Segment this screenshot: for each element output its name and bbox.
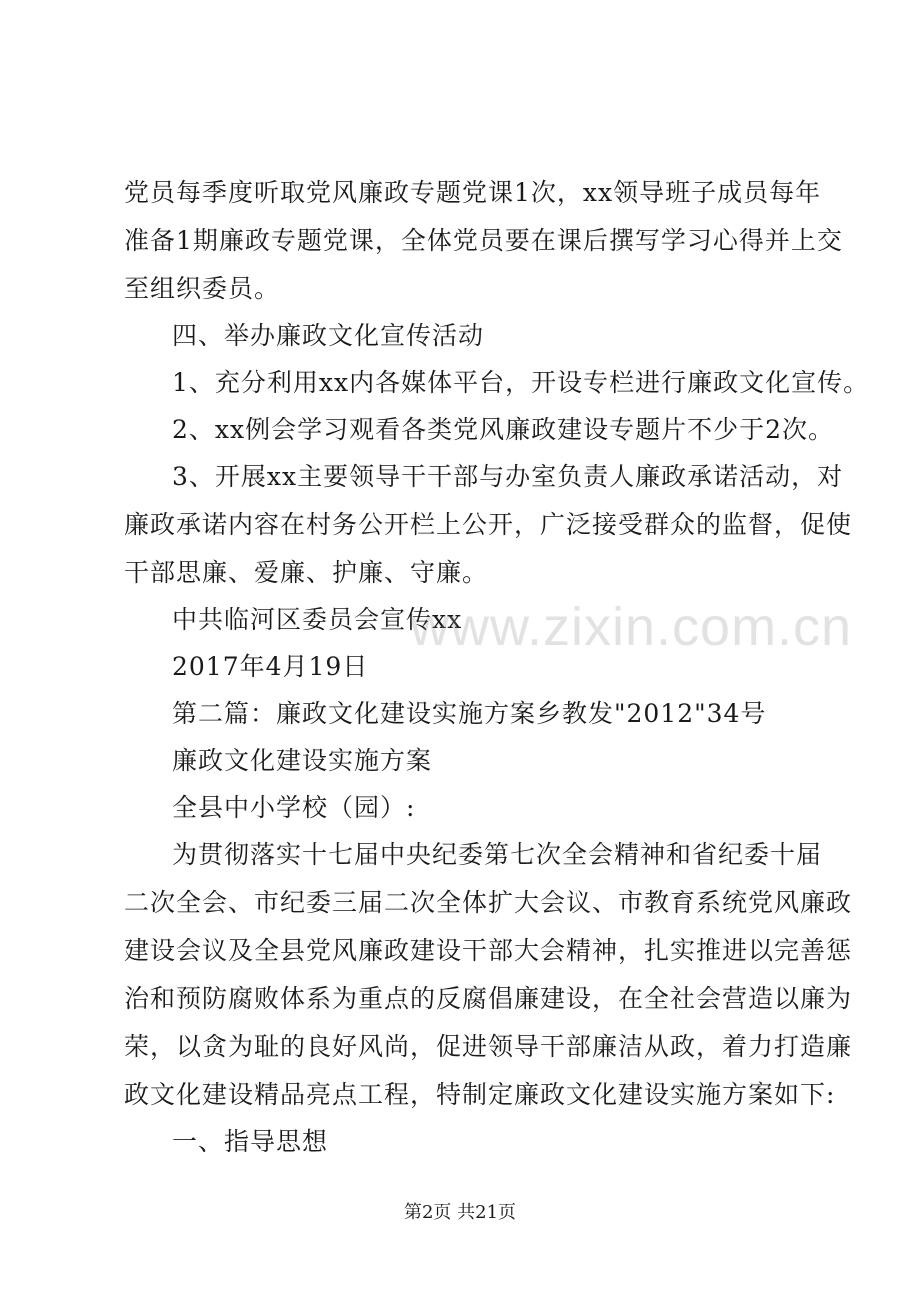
text-line: 荣，以贪为耻的良好风尚，促进领导干部廉洁从政，着力打造廉 xyxy=(124,1032,853,1061)
text-line: 治和预防腐败体系为重点的反腐倡廉建设，在全社会营造以廉为 xyxy=(124,984,853,1013)
text-line: 建设会议及全县党风廉政建设干部大会精神，扎实推进以完善惩 xyxy=(124,936,853,965)
list-item: 2、xx例会学习观看各类党风廉政建设专题片不少于2次。 xyxy=(172,415,835,444)
section-heading: 一、指导思想 xyxy=(172,1127,329,1156)
text-line: 党员每季度听取党风廉政专题党课1次，xx领导班子成员每年 xyxy=(124,178,822,207)
text-line: 二次全会、市纪委三届二次全体扩大会议、市教育系统党风廉政 xyxy=(124,888,853,917)
text-line: 准备1期廉政专题党课，全体党员要在课后撰写学习心得并上交 xyxy=(124,226,843,255)
text-line: 廉政承诺内容在村务公开栏上公开，广泛接受群众的监督，促使 xyxy=(124,510,853,539)
text-line: 干部思廉、爱廉、护廉、守廉。 xyxy=(124,558,489,587)
watermark: www.zixin.com.cn xyxy=(410,597,853,657)
addressee: 全县中小学校（园）: xyxy=(172,793,416,822)
chapter-title: 第二篇：廉政文化建设实施方案乡教发"2012"34号 xyxy=(172,699,767,728)
signature-date: 2017年4月19日 xyxy=(172,652,369,681)
list-item: 1、充分利用xx内各媒体平台，开设专栏进行廉政文化宣传。 xyxy=(172,368,870,397)
page-footer: 第2页 共21页 xyxy=(403,1202,517,1223)
text-line: 政文化建设精品亮点工程，特制定廉政文化建设实施方案如下: xyxy=(124,1080,836,1109)
document-title: 廉政文化建设实施方案 xyxy=(172,746,433,775)
signature-org: 中共临河区委员会宣传xx xyxy=(172,605,463,634)
list-item: 3、开展xx主要领导干干部与办室负责人廉政承诺活动，对 xyxy=(172,462,844,491)
text-line: 为贯彻落实十七届中央纪委第七次全会精神和省纪委十届 xyxy=(172,840,823,869)
section-heading: 四、举办廉政文化宣传活动 xyxy=(172,321,485,350)
text-line: 至组织委员。 xyxy=(124,274,281,303)
